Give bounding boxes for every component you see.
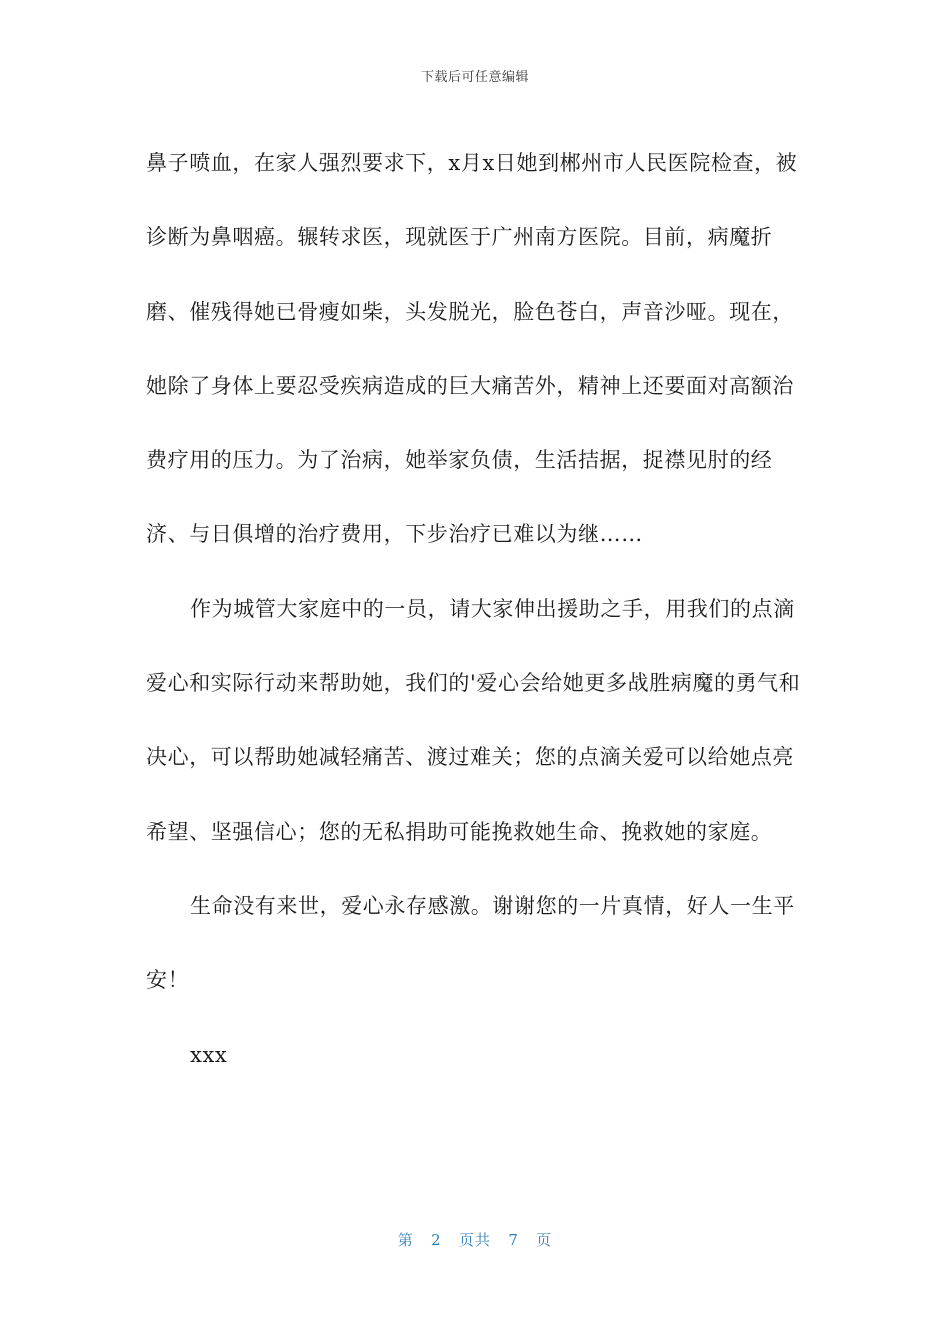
signature: xxx [190,1042,228,1067]
footer-prefix: 第 [397,1231,414,1249]
footer-suffix: 页 [536,1231,553,1249]
document-body [146,126,806,1092]
paragraph-1: 鼻子喷血，在家人强烈要求下，x月x日她到郴州市人民医院检查，被诊断为鼻咽癌。辗转求医，现就医于广州南方医院。目前，病魔折磨、催残得她已骨瘦如柴，头发脱光，脸色苍白，声音沙哑。现在，她除了身体上要忍受疾病造成的巨大痛苦外，精神上还要面对高额治费疗用的压力。为了治病，她举家负债，生活拮据，捉襟见肘的经济、与日俱增的治疗费用，下步治疗已难以为继…… [146,151,798,547]
current-page-number: 2 [431,1231,442,1249]
page-footer [0,1229,950,1250]
total-pages-number: 7 [508,1231,519,1249]
paragraph-2: 作为城管大家庭中的一员，请大家伸出援助之手，用我们的点滴爱心和实际行动来帮助她，我们的'爱心会给她更多战胜病魔的勇气和决心，可以帮助她减轻痛苦、渡过难关；您的点滴关爱可以给她点亮希望、坚强信心；您的无私捐助可能挽救她生命、挽救她的家庭。 [146,596,801,844]
footer-middle: 页共 [458,1231,491,1249]
page-header: 下载后可任意编辑 [420,70,529,85]
paragraph-3: 生命没有来世，爱心永存感激。谢谢您的一片真情，好人一生平安！ [146,893,795,993]
